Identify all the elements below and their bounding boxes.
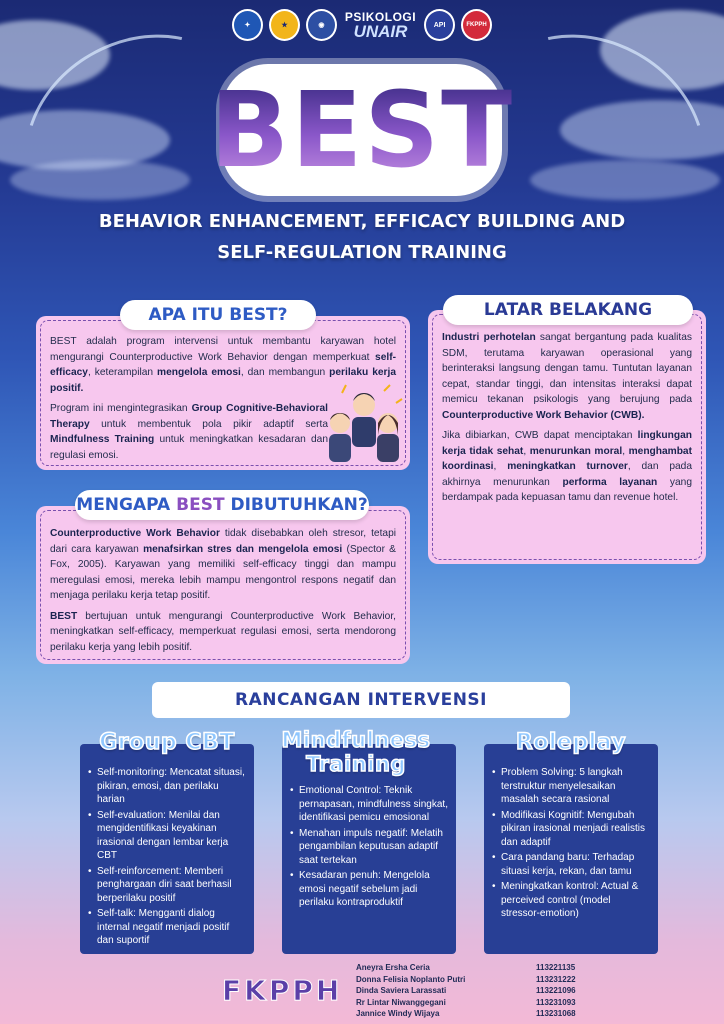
member-nim: 113231222 xyxy=(536,974,576,984)
member-nim: 113231093 xyxy=(536,997,576,1007)
university-seal-icon: ◉ xyxy=(306,9,337,41)
roleplay-list xyxy=(492,766,650,921)
footer-brand: FKPPH xyxy=(222,974,343,1007)
apa-itu-p2-bold1: Group Cognitive-Behavioral Therapy xyxy=(50,403,328,430)
apa-itu-p1-bold3: perilaku kerja positif. xyxy=(50,367,396,394)
mengapa-p1-bold2: menafsirkan stres dan mengelola emosi xyxy=(143,543,343,555)
psikologi-unair-logo xyxy=(343,11,418,40)
latar-p2-text2: , dan pada akhirnya menurunkan xyxy=(442,461,692,488)
apa-itu-p1-text3: , dan membangun xyxy=(240,367,330,378)
latar-p1-text: sangat bergantung pada kualitas SDM, terutama karyawan operasional yang berinteraksi langsung dengan tamu. Tuntutan layanan cepat, standar tinggi, dan intensitas interaksi dapat memicu tekanan psikologis yang berujung pada xyxy=(442,332,693,405)
member-name: Donna Felisia Noplanto Putri xyxy=(356,974,466,984)
ministry-logo-icon: ✦ xyxy=(232,9,263,41)
apa-itu-p2-text: Program ini mengintegrasikan xyxy=(50,403,192,414)
apa-itu-p1-text2: , keterampilan xyxy=(87,367,158,378)
mengapa-heading-text-a: MENGAPA xyxy=(76,495,177,515)
logo-unair-text: UNAIR xyxy=(353,21,408,41)
latar-p1-bold2: Counterproductive Work Behavior (CWB). xyxy=(442,409,645,421)
latar-p2-bold3: menghambat koordinasi xyxy=(442,445,692,472)
list-item: • Meningkatkan kontrol: Actual & perceived control (model stressor-emotion) xyxy=(492,880,650,921)
mengapa-heading-text-b: BEST xyxy=(176,495,225,515)
hero-title-box xyxy=(209,64,515,196)
list-item: • Self-monitoring: Mencatat situasi, pikiran, emosi, dan perilaku harian xyxy=(88,766,246,807)
latar-p2-sep2: , xyxy=(622,445,629,457)
latar-p2-sep3: , xyxy=(493,461,508,472)
list-item: • Cara pandang baru: Terhadap situasi kerja, rekan, dan tamu xyxy=(492,851,650,878)
list-item: • Kesadaran penuh: Mengelola emosi negatif sebelum jadi perilaku kontraproduktif xyxy=(290,869,448,910)
apa-itu-p1-text: BEST adalah program intervensi untuk membantu karyawan hotel mengurangi Counterproductive Work Behavior dengan memperkuat xyxy=(50,336,396,363)
member-row xyxy=(356,962,586,974)
roleplay-column xyxy=(484,744,658,954)
member-row xyxy=(356,974,586,986)
mengapa-p2-text: bertujuan untuk mengurangi Counterproductive Work Behavior, meningkatkan self-efficacy, memperkuat regulasi emosi, serta mendorong perilaku kerja yang lebih positif. xyxy=(50,610,396,653)
mengapa-p1-text: tidak disebabkan oleh stresor, tetapi dari cara karyawan xyxy=(50,528,397,555)
hero-subtitle-line2: SELF-REGULATION TRAINING xyxy=(217,242,507,263)
member-name: Rr Lintar Niwanggegani xyxy=(356,997,446,1007)
rancangan-heading-text: RANCANGAN INTERVENSI xyxy=(234,690,487,710)
mindfulness-title: Mindfulness Training xyxy=(281,728,431,776)
latar-p2-bold2: menurunkan moral xyxy=(529,445,623,457)
latar-card xyxy=(428,310,706,564)
hero-title: BEST xyxy=(209,69,515,191)
apa-itu-p2-text2: untuk membentuk pola pikir adaptif serta xyxy=(89,418,328,430)
member-row xyxy=(356,997,586,1009)
member-row xyxy=(356,985,586,997)
api-logo-text: API xyxy=(433,21,446,29)
fkpph-logo-text: FKPPH xyxy=(466,22,487,28)
apa-itu-p2-text3: untuk meningkatkan kesadaran dan regulasi emosi. xyxy=(50,434,328,461)
apa-itu-heading-text: APA ITU BEST? xyxy=(148,305,288,325)
member-name: Dinda Saviera Larassati xyxy=(356,986,447,995)
mengapa-paragraph-2 xyxy=(50,609,396,656)
apa-itu-p1-bold1: self-efficacy xyxy=(50,351,396,378)
group-cbt-column xyxy=(80,744,254,954)
mengapa-paragraph-1 xyxy=(50,526,396,604)
apa-itu-p1-bold2: mengelola emosi xyxy=(157,367,241,378)
campus-logo-icon: ★ xyxy=(269,9,300,41)
member-name: Jannice Windy Wijaya xyxy=(356,1009,440,1018)
fkpph-logo xyxy=(461,9,492,41)
rancangan-heading xyxy=(152,682,570,718)
member-row xyxy=(356,1008,586,1020)
latar-p2-text: Jika dibiarkan, CWB dapat menciptakan xyxy=(442,430,638,441)
mindfulness-list xyxy=(290,784,448,910)
list-item: • Emotional Control: Teknik pernapasan, mindfulness singkat, identifikasi pemicu emosional xyxy=(290,784,448,825)
latar-heading xyxy=(443,295,693,325)
latar-p1-bold1: Industri perhotelan xyxy=(442,332,536,343)
apa-itu-heading xyxy=(120,300,316,330)
mengapa-heading-text-c: DIBUTUHKAN? xyxy=(224,495,368,515)
mengapa-card xyxy=(36,506,410,664)
list-item: • Self-talk: Mengganti dialog internal negatif menjadi positif dan suportif xyxy=(88,907,246,948)
logo-bar xyxy=(232,8,492,42)
group-cbt-title: Group CBT xyxy=(99,730,235,755)
group-cbt-list xyxy=(88,766,246,948)
mengapa-p1-bold1: Counterproductive Work Behavior xyxy=(50,528,220,539)
apa-itu-p2-bold2: Mindfulness Training xyxy=(50,434,155,445)
member-nim: 113221096 xyxy=(536,986,576,995)
apa-itu-paragraph-2 xyxy=(50,401,328,463)
roleplay-title: Roleplay xyxy=(515,730,627,755)
hero-subtitle-line1: BEHAVIOR ENHANCEMENT, EFFICACY BUILDING AND xyxy=(98,211,626,232)
list-item: • Modifikasi Kognitif: Mengubah pikiran irasional menjadi realistis dan adaptif xyxy=(492,809,650,850)
latar-p2-sep1: , xyxy=(523,445,530,457)
latar-p2-text3: yang berdampak pada kepuasan tamu dan revenue hotel. xyxy=(442,476,692,503)
mengapa-p2-bold: BEST xyxy=(50,610,78,622)
latar-heading-text: LATAR BELAKANG xyxy=(483,300,653,320)
member-name: Aneyra Ersha Ceria xyxy=(356,963,430,972)
list-item: • Self-reinforcement: Memberi penghargaan diri saat berhasil berperilaku positif xyxy=(88,865,246,906)
celebrating-employees-illustration xyxy=(322,383,406,465)
logo-psikologi-text: PSIKOLOGI xyxy=(344,9,417,24)
team-members xyxy=(356,962,586,1020)
list-item: • Self-evaluation: Menilai dan mengidentifikasi keyakinan irasional dengan lembar kerja CBT xyxy=(88,809,246,863)
mengapa-heading xyxy=(75,490,369,520)
latar-p2-bold5: performa layanan xyxy=(562,476,658,488)
latar-paragraph-2 xyxy=(442,428,692,506)
list-item: • Problem Solving: 5 langkah terstruktur menyelesaikan masalah secara rasional xyxy=(492,766,650,807)
latar-paragraph-1 xyxy=(442,330,692,423)
hero-subtitle xyxy=(40,206,684,268)
latar-p2-bold1: lingkungan kerja tidak sehat xyxy=(442,430,692,457)
mengapa-p1-text2: (Spector & Fox, 2005). Karyawan yang memiliki self-efficacy tinggi dan mampu meregulasi emosi, mereka lebih mampu mengontrol respons negatif dan menjaga perilaku kerja tetap positif. xyxy=(50,543,396,601)
api-logo xyxy=(424,9,455,41)
member-nim: 113231068 xyxy=(536,1009,576,1018)
member-nim: 113221135 xyxy=(536,963,576,972)
list-item: • Menahan impuls negatif: Melatih pengambilan keputusan adaptif saat tertekan xyxy=(290,827,448,868)
latar-p2-bold4: meningkatkan turnover xyxy=(507,461,628,472)
